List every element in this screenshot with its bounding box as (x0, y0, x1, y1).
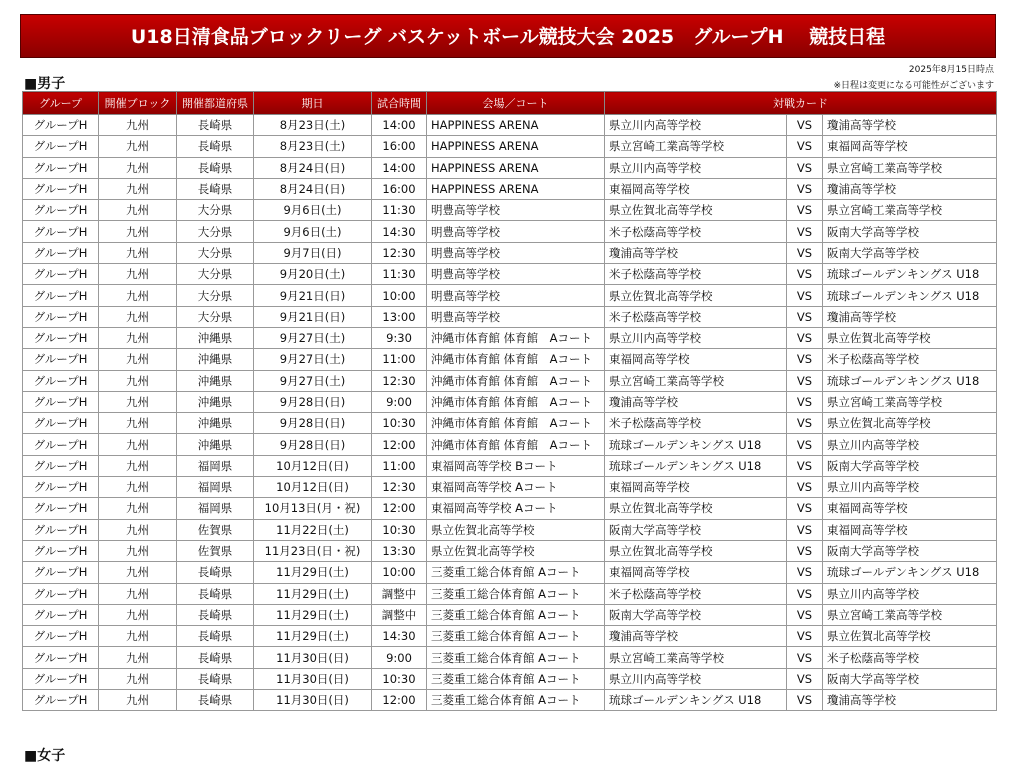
cell-group: グループH (23, 434, 99, 455)
cell-time: 16:00 (372, 136, 427, 157)
cell-venue: 沖縄市体育館 体育館 Aコート (427, 434, 605, 455)
cell-date: 11月22日(土) (254, 519, 372, 540)
cell-date: 11月30日(日) (254, 690, 372, 711)
cell-time: 9:30 (372, 327, 427, 348)
cell-date: 9月28日(日) (254, 434, 372, 455)
page-title: U18日清食品ブロックリーグ バスケットボール競技大会 2025 グループH 競技日程 (20, 14, 996, 58)
cell-block: 九州 (99, 455, 177, 476)
cell-prefecture: 福岡県 (177, 498, 254, 519)
cell-group: グループH (23, 349, 99, 370)
cell-block: 九州 (99, 690, 177, 711)
table-row (23, 178, 997, 199)
cell-time: 11:30 (372, 200, 427, 221)
table-row (23, 285, 997, 306)
cell-home-team: 米子松蔭高等学校 (605, 583, 787, 604)
cell-home-team: 米子松蔭高等学校 (605, 306, 787, 327)
table-row (23, 455, 997, 476)
cell-away-team: 県立佐賀北高等学校 (823, 626, 997, 647)
cell-prefecture: 大分県 (177, 306, 254, 327)
cell-home-team: 県立川内高等学校 (605, 668, 787, 689)
cell-away-team: 琉球ゴールデンキングス U18 (823, 264, 997, 285)
cell-vs: VS (787, 327, 823, 348)
cell-prefecture: 大分県 (177, 285, 254, 306)
cell-date: 11月29日(土) (254, 604, 372, 625)
cell-venue: 三菱重工総合体育館 Aコート (427, 690, 605, 711)
cell-time: 12:00 (372, 498, 427, 519)
cell-prefecture: 福岡県 (177, 455, 254, 476)
cell-vs: VS (787, 136, 823, 157)
cell-away-team: 県立宮崎工業高等学校 (823, 604, 997, 625)
cell-vs: VS (787, 349, 823, 370)
table-row (23, 583, 997, 604)
table-row (23, 306, 997, 327)
cell-vs: VS (787, 604, 823, 625)
cell-vs: VS (787, 477, 823, 498)
cell-prefecture: 大分県 (177, 221, 254, 242)
cell-date: 9月6日(土) (254, 221, 372, 242)
cell-away-team: 県立佐賀北高等学校 (823, 413, 997, 434)
cell-time: 11:30 (372, 264, 427, 285)
cell-time: 13:00 (372, 306, 427, 327)
cell-vs: VS (787, 242, 823, 263)
cell-group: グループH (23, 136, 99, 157)
table-row (23, 626, 997, 647)
cell-prefecture: 長崎県 (177, 157, 254, 178)
cell-vs: VS (787, 200, 823, 221)
cell-venue: 明豊高等学校 (427, 306, 605, 327)
cell-group: グループH (23, 477, 99, 498)
cell-venue: HAPPINESS ARENA (427, 178, 605, 199)
table-row (23, 349, 997, 370)
cell-time: 10:00 (372, 562, 427, 583)
header-venue: 会場／コート (427, 92, 605, 115)
cell-prefecture: 長崎県 (177, 178, 254, 199)
cell-away-team: 県立宮崎工業高等学校 (823, 157, 997, 178)
as-of-date: 2025年8月15日時点 (908, 65, 994, 75)
cell-prefecture: 長崎県 (177, 690, 254, 711)
cell-away-team: 琉球ゴールデンキングス U18 (823, 285, 997, 306)
cell-prefecture: 沖縄県 (177, 349, 254, 370)
cell-vs: VS (787, 264, 823, 285)
cell-venue: 三菱重工総合体育館 Aコート (427, 626, 605, 647)
cell-block: 九州 (99, 221, 177, 242)
cell-vs: VS (787, 306, 823, 327)
cell-time: 10:30 (372, 413, 427, 434)
cell-block: 九州 (99, 391, 177, 412)
cell-home-team: 琉球ゴールデンキングス U18 (605, 434, 787, 455)
cell-home-team: 県立佐賀北高等学校 (605, 540, 787, 561)
cell-block: 九州 (99, 242, 177, 263)
cell-prefecture: 大分県 (177, 264, 254, 285)
cell-block: 九州 (99, 604, 177, 625)
cell-prefecture: 大分県 (177, 242, 254, 263)
cell-venue: 県立佐賀北高等学校 (427, 519, 605, 540)
cell-time: 9:00 (372, 647, 427, 668)
table-row (23, 413, 997, 434)
cell-block: 九州 (99, 583, 177, 604)
cell-venue: HAPPINESS ARENA (427, 157, 605, 178)
cell-vs: VS (787, 455, 823, 476)
schedule-rows (23, 115, 997, 711)
cell-time: 14:30 (372, 626, 427, 647)
cell-away-team: 東福岡高等学校 (823, 136, 997, 157)
cell-block: 九州 (99, 115, 177, 136)
cell-group: グループH (23, 562, 99, 583)
cell-vs: VS (787, 668, 823, 689)
cell-date: 11月30日(日) (254, 647, 372, 668)
cell-group: グループH (23, 327, 99, 348)
cell-block: 九州 (99, 349, 177, 370)
cell-group: グループH (23, 115, 99, 136)
table-row (23, 668, 997, 689)
cell-time: 12:00 (372, 434, 427, 455)
cell-date: 10月12日(日) (254, 455, 372, 476)
cell-group: グループH (23, 647, 99, 668)
cell-block: 九州 (99, 200, 177, 221)
cell-home-team: 県立宮崎工業高等学校 (605, 136, 787, 157)
cell-group: グループH (23, 178, 99, 199)
cell-home-team: 県立佐賀北高等学校 (605, 498, 787, 519)
cell-block: 九州 (99, 264, 177, 285)
cell-group: グループH (23, 221, 99, 242)
cell-home-team: 琉球ゴールデンキングス U18 (605, 690, 787, 711)
table-header-row (23, 92, 997, 115)
cell-group: グループH (23, 306, 99, 327)
cell-venue: 明豊高等学校 (427, 264, 605, 285)
cell-prefecture: 長崎県 (177, 647, 254, 668)
cell-vs: VS (787, 562, 823, 583)
cell-block: 九州 (99, 327, 177, 348)
cell-block: 九州 (99, 178, 177, 199)
cell-date: 9月21日(日) (254, 306, 372, 327)
cell-venue: 明豊高等学校 (427, 221, 605, 242)
cell-vs: VS (787, 115, 823, 136)
cell-block: 九州 (99, 413, 177, 434)
header-date: 期日 (254, 92, 372, 115)
cell-date: 11月29日(土) (254, 583, 372, 604)
cell-date: 9月21日(日) (254, 285, 372, 306)
table-row (23, 200, 997, 221)
cell-home-team: 東福岡高等学校 (605, 562, 787, 583)
cell-time: 12:30 (372, 370, 427, 391)
cell-home-team: 瓊浦高等学校 (605, 626, 787, 647)
cell-prefecture: 沖縄県 (177, 391, 254, 412)
table-row (23, 136, 997, 157)
cell-venue: 県立佐賀北高等学校 (427, 540, 605, 561)
cell-date: 9月27日(土) (254, 349, 372, 370)
cell-away-team: 県立川内高等学校 (823, 477, 997, 498)
cell-venue: 三菱重工総合体育館 Aコート (427, 647, 605, 668)
cell-date: 9月28日(日) (254, 413, 372, 434)
cell-prefecture: 沖縄県 (177, 413, 254, 434)
cell-group: グループH (23, 540, 99, 561)
cell-time: 14:00 (372, 115, 427, 136)
cell-time: 12:30 (372, 477, 427, 498)
table-row (23, 604, 997, 625)
cell-time: 10:00 (372, 285, 427, 306)
cell-venue: 東福岡高等学校 Aコート (427, 477, 605, 498)
cell-home-team: 阪南大学高等学校 (605, 519, 787, 540)
table-row (23, 264, 997, 285)
cell-venue: 沖縄市体育館 体育館 Aコート (427, 413, 605, 434)
schedule-table (22, 91, 997, 711)
cell-time: 10:30 (372, 519, 427, 540)
cell-group: グループH (23, 413, 99, 434)
cell-time: 12:30 (372, 242, 427, 263)
cell-home-team: 県立川内高等学校 (605, 327, 787, 348)
section-heading-girls: ■女子 (24, 748, 66, 764)
cell-home-team: 米子松蔭高等学校 (605, 413, 787, 434)
cell-time: 10:30 (372, 668, 427, 689)
cell-venue: HAPPINESS ARENA (427, 136, 605, 157)
cell-block: 九州 (99, 157, 177, 178)
cell-home-team: 県立佐賀北高等学校 (605, 285, 787, 306)
cell-group: グループH (23, 157, 99, 178)
cell-prefecture: 沖縄県 (177, 370, 254, 391)
cell-away-team: 瓊浦高等学校 (823, 306, 997, 327)
cell-venue: 三菱重工総合体育館 Aコート (427, 668, 605, 689)
cell-prefecture: 長崎県 (177, 115, 254, 136)
cell-away-team: 東福岡高等学校 (823, 519, 997, 540)
cell-away-team: 米子松蔭高等学校 (823, 647, 997, 668)
section-heading-boys: ■男子 (24, 76, 66, 92)
cell-away-team: 瓊浦高等学校 (823, 178, 997, 199)
cell-vs: VS (787, 178, 823, 199)
cell-away-team: 米子松蔭高等学校 (823, 349, 997, 370)
cell-home-team: 阪南大学高等学校 (605, 604, 787, 625)
table-row (23, 690, 997, 711)
cell-date: 8月23日(土) (254, 115, 372, 136)
cell-block: 九州 (99, 306, 177, 327)
cell-time: 調整中 (372, 604, 427, 625)
cell-home-team: 県立宮崎工業高等学校 (605, 370, 787, 391)
cell-block: 九州 (99, 562, 177, 583)
header-group: グループ (23, 92, 99, 115)
cell-group: グループH (23, 264, 99, 285)
cell-prefecture: 長崎県 (177, 562, 254, 583)
cell-away-team: 東福岡高等学校 (823, 498, 997, 519)
cell-block: 九州 (99, 136, 177, 157)
cell-block: 九州 (99, 370, 177, 391)
cell-away-team: 阪南大学高等学校 (823, 221, 997, 242)
cell-time: 16:00 (372, 178, 427, 199)
cell-prefecture: 長崎県 (177, 136, 254, 157)
cell-time: 12:00 (372, 690, 427, 711)
cell-date: 8月24日(日) (254, 178, 372, 199)
cell-vs: VS (787, 540, 823, 561)
cell-venue: 沖縄市体育館 体育館 Aコート (427, 370, 605, 391)
table-row (23, 647, 997, 668)
cell-block: 九州 (99, 498, 177, 519)
cell-vs: VS (787, 583, 823, 604)
cell-vs: VS (787, 498, 823, 519)
cell-time: 14:00 (372, 157, 427, 178)
table-row (23, 242, 997, 263)
cell-prefecture: 長崎県 (177, 626, 254, 647)
header-matchup: 対戦カード (605, 92, 997, 115)
cell-group: グループH (23, 519, 99, 540)
cell-time: 13:30 (372, 540, 427, 561)
cell-home-team: 米子松蔭高等学校 (605, 264, 787, 285)
cell-away-team: 阪南大学高等学校 (823, 455, 997, 476)
cell-venue: 明豊高等学校 (427, 285, 605, 306)
cell-venue: 明豊高等学校 (427, 242, 605, 263)
cell-home-team: 県立川内高等学校 (605, 115, 787, 136)
cell-time: 調整中 (372, 583, 427, 604)
cell-date: 9月6日(土) (254, 200, 372, 221)
cell-venue: 東福岡高等学校 Aコート (427, 498, 605, 519)
cell-vs: VS (787, 626, 823, 647)
cell-block: 九州 (99, 668, 177, 689)
cell-away-team: 県立川内高等学校 (823, 583, 997, 604)
cell-venue: 沖縄市体育館 体育館 Aコート (427, 391, 605, 412)
cell-venue: 三菱重工総合体育館 Aコート (427, 562, 605, 583)
cell-prefecture: 長崎県 (177, 604, 254, 625)
cell-home-team: 県立宮崎工業高等学校 (605, 647, 787, 668)
table-row (23, 498, 997, 519)
cell-group: グループH (23, 668, 99, 689)
table-row (23, 519, 997, 540)
cell-venue: 三菱重工総合体育館 Aコート (427, 604, 605, 625)
cell-home-team: 県立佐賀北高等学校 (605, 200, 787, 221)
cell-vs: VS (787, 434, 823, 455)
cell-vs: VS (787, 413, 823, 434)
table-row (23, 477, 997, 498)
cell-vs: VS (787, 690, 823, 711)
cell-group: グループH (23, 391, 99, 412)
cell-home-team: 東福岡高等学校 (605, 477, 787, 498)
cell-date: 10月12日(日) (254, 477, 372, 498)
cell-prefecture: 沖縄県 (177, 434, 254, 455)
cell-prefecture: 長崎県 (177, 583, 254, 604)
cell-date: 11月23日(日・祝) (254, 540, 372, 561)
table-row (23, 221, 997, 242)
cell-prefecture: 佐賀県 (177, 540, 254, 561)
cell-time: 9:00 (372, 391, 427, 412)
cell-venue: 沖縄市体育館 体育館 Aコート (427, 327, 605, 348)
table-row (23, 391, 997, 412)
cell-date: 11月30日(日) (254, 668, 372, 689)
cell-venue: 東福岡高等学校 Bコート (427, 455, 605, 476)
cell-home-team: 東福岡高等学校 (605, 178, 787, 199)
cell-block: 九州 (99, 477, 177, 498)
cell-date: 10月13日(月・祝) (254, 498, 372, 519)
table-row (23, 540, 997, 561)
schedule-change-note: ※日程は変更になる可能性がございます (833, 81, 994, 91)
cell-date: 8月23日(土) (254, 136, 372, 157)
cell-group: グループH (23, 626, 99, 647)
table-row (23, 327, 997, 348)
cell-date: 9月28日(日) (254, 391, 372, 412)
cell-away-team: 阪南大学高等学校 (823, 540, 997, 561)
cell-vs: VS (787, 221, 823, 242)
cell-prefecture: 佐賀県 (177, 519, 254, 540)
cell-group: グループH (23, 583, 99, 604)
cell-date: 9月7日(日) (254, 242, 372, 263)
cell-prefecture: 大分県 (177, 200, 254, 221)
table-row (23, 434, 997, 455)
cell-group: グループH (23, 690, 99, 711)
cell-date: 11月29日(土) (254, 562, 372, 583)
cell-vs: VS (787, 285, 823, 306)
cell-date: 9月27日(土) (254, 327, 372, 348)
cell-home-team: 瓊浦高等学校 (605, 391, 787, 412)
header-time: 試合時間 (372, 92, 427, 115)
cell-home-team: 県立川内高等学校 (605, 157, 787, 178)
cell-away-team: 県立川内高等学校 (823, 434, 997, 455)
header-prefecture: 開催都道府県 (177, 92, 254, 115)
cell-away-team: 瓊浦高等学校 (823, 115, 997, 136)
cell-block: 九州 (99, 647, 177, 668)
cell-away-team: 県立宮崎工業高等学校 (823, 200, 997, 221)
cell-date: 9月27日(土) (254, 370, 372, 391)
cell-away-team: 阪南大学高等学校 (823, 242, 997, 263)
cell-group: グループH (23, 285, 99, 306)
cell-vs: VS (787, 391, 823, 412)
cell-block: 九州 (99, 434, 177, 455)
cell-group: グループH (23, 200, 99, 221)
cell-block: 九州 (99, 626, 177, 647)
cell-block: 九州 (99, 540, 177, 561)
table-row (23, 562, 997, 583)
cell-time: 11:00 (372, 349, 427, 370)
cell-home-team: 瓊浦高等学校 (605, 242, 787, 263)
table-row (23, 370, 997, 391)
cell-group: グループH (23, 455, 99, 476)
cell-away-team: 県立佐賀北高等学校 (823, 327, 997, 348)
cell-venue: HAPPINESS ARENA (427, 115, 605, 136)
cell-date: 11月29日(土) (254, 626, 372, 647)
cell-home-team: 米子松蔭高等学校 (605, 221, 787, 242)
cell-home-team: 東福岡高等学校 (605, 349, 787, 370)
cell-group: グループH (23, 498, 99, 519)
cell-away-team: 阪南大学高等学校 (823, 668, 997, 689)
table-row (23, 115, 997, 136)
cell-date: 8月24日(日) (254, 157, 372, 178)
cell-vs: VS (787, 519, 823, 540)
cell-group: グループH (23, 370, 99, 391)
cell-away-team: 瓊浦高等学校 (823, 690, 997, 711)
cell-prefecture: 福岡県 (177, 477, 254, 498)
cell-venue: 三菱重工総合体育館 Aコート (427, 583, 605, 604)
cell-prefecture: 長崎県 (177, 668, 254, 689)
cell-away-team: 琉球ゴールデンキングス U18 (823, 562, 997, 583)
cell-home-team: 琉球ゴールデンキングス U18 (605, 455, 787, 476)
cell-group: グループH (23, 604, 99, 625)
cell-vs: VS (787, 370, 823, 391)
cell-vs: VS (787, 647, 823, 668)
cell-time: 11:00 (372, 455, 427, 476)
cell-away-team: 琉球ゴールデンキングス U18 (823, 370, 997, 391)
cell-prefecture: 沖縄県 (177, 327, 254, 348)
cell-venue: 沖縄市体育館 体育館 Aコート (427, 349, 605, 370)
cell-venue: 明豊高等学校 (427, 200, 605, 221)
cell-block: 九州 (99, 285, 177, 306)
cell-block: 九州 (99, 519, 177, 540)
cell-date: 9月20日(土) (254, 264, 372, 285)
table-row (23, 157, 997, 178)
header-block: 開催ブロック (99, 92, 177, 115)
cell-vs: VS (787, 157, 823, 178)
cell-group: グループH (23, 242, 99, 263)
cell-away-team: 県立宮崎工業高等学校 (823, 391, 997, 412)
cell-time: 14:30 (372, 221, 427, 242)
